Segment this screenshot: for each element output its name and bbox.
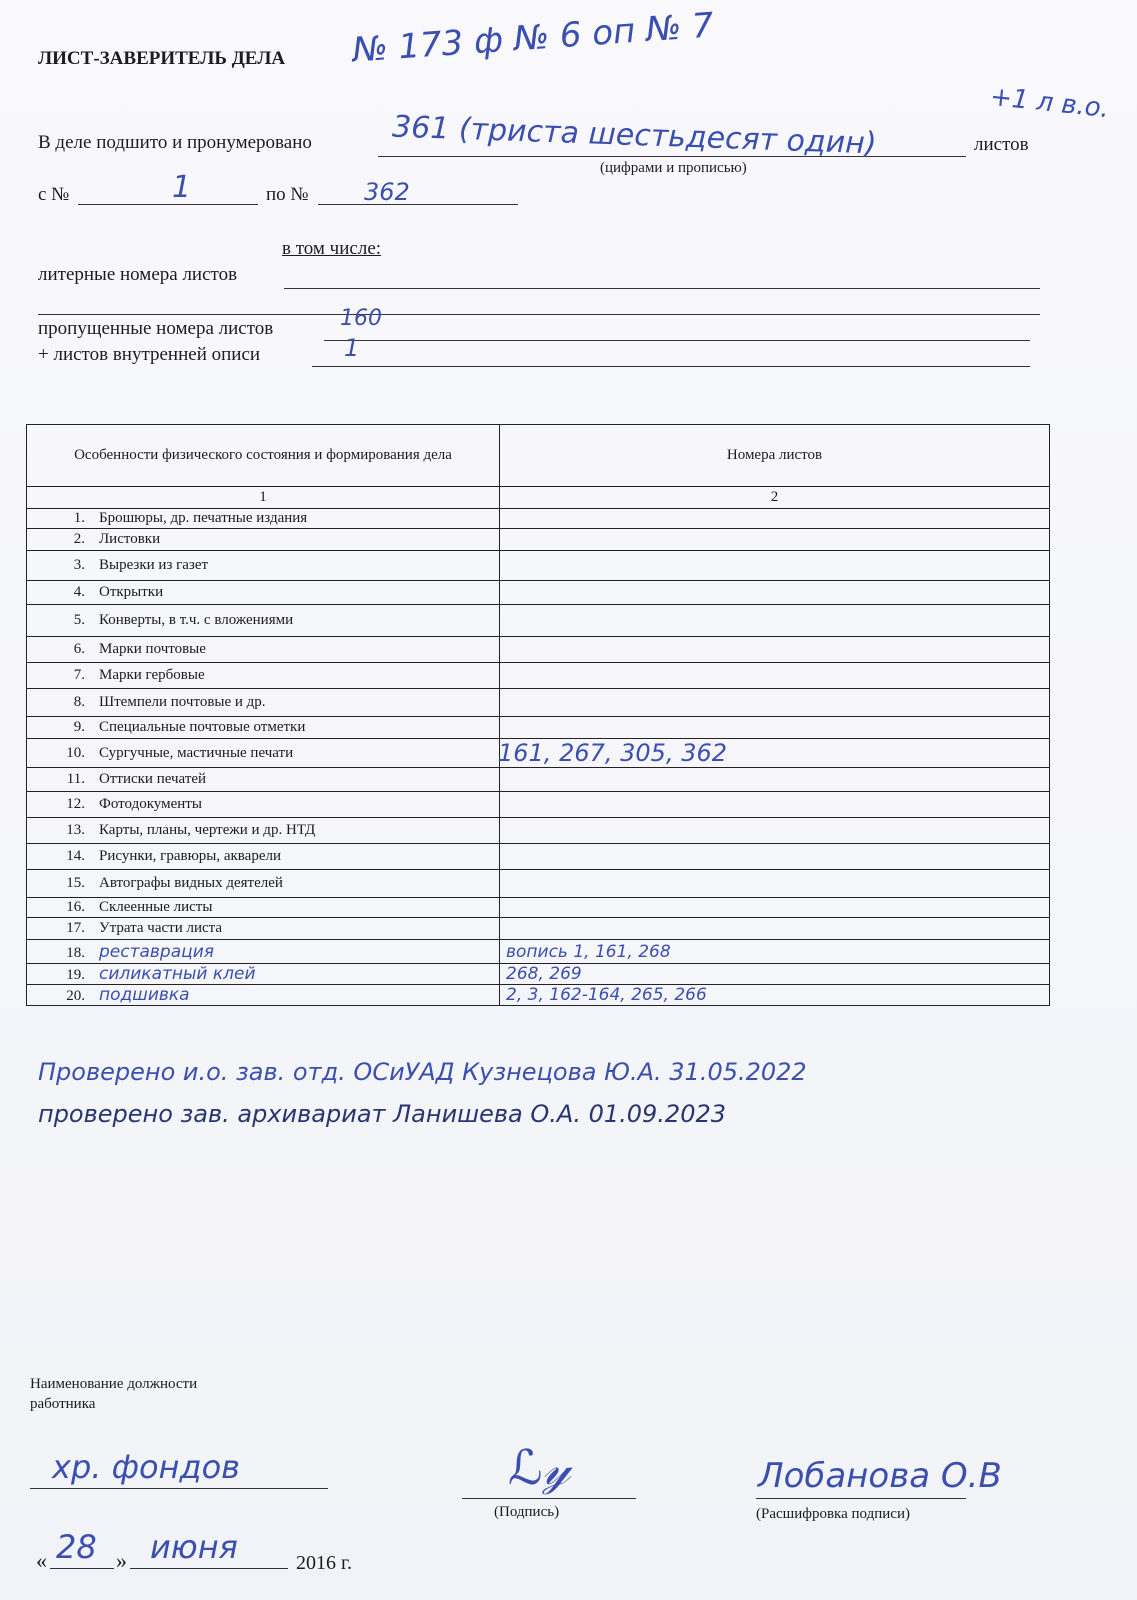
row-number: 20. [66, 988, 85, 1004]
hw-missing-numbers: 160 [340, 306, 382, 331]
row-sheet-numbers-cell [500, 509, 1050, 529]
table-colnum-row [27, 487, 1050, 509]
row-sheet-numbers-cell [500, 818, 1050, 844]
row-number: 2. [73, 531, 85, 547]
table-row [27, 637, 1050, 663]
row-feature-cell [27, 509, 500, 529]
letter-numbers-label: литерные номера листов [38, 264, 238, 285]
table-header-row [27, 425, 1050, 487]
row-number: 10. [66, 744, 85, 761]
row-label: Открытки [99, 584, 164, 600]
missing-numbers-line [324, 340, 1030, 341]
position-line [30, 1488, 328, 1489]
hw-top-right-note: +1 л в.о. [988, 81, 1111, 125]
row-feature-cell [27, 940, 500, 964]
from-line [78, 204, 258, 205]
row-label: Автографы видных деятелей [99, 875, 283, 891]
document-title: ЛИСТ-ЗАВЕРИТЕЛЬ ДЕЛА [38, 48, 286, 69]
hw-date-month: июня [150, 1528, 238, 1566]
row-feature-cell [27, 551, 500, 581]
date-year: 2016 г. [296, 1552, 352, 1574]
row-label: Оттиски печатей [99, 771, 207, 787]
row-sheet-numbers-cell [500, 940, 1050, 964]
row-sheet-numbers-cell [500, 964, 1050, 985]
row-number: 7. [73, 667, 85, 683]
letter-numbers-line [284, 288, 1040, 289]
signature-image: ℒ𝓎 [508, 1440, 571, 1496]
row-feature-cell [27, 985, 500, 1006]
row-number: 11. [66, 771, 85, 787]
row-label: Вырезки из газет [99, 557, 209, 573]
hw-sheets-count: 361 (триста шестьдесят один) [391, 109, 878, 162]
table-row [27, 717, 1050, 739]
row-feature-cell [27, 637, 500, 663]
row-sheet-numbers-cell [500, 870, 1050, 898]
hw-to-number: 362 [364, 178, 410, 206]
row-label: Конверты, в т.ч. с вложениями [99, 612, 294, 628]
col1-number: 1 [27, 487, 500, 509]
row-feature-cell [27, 739, 500, 768]
hw-check-line-1: Проверено и.о. зав. отд. ОСиУАД Кузнецова Ю.А. 31.05.2022 [38, 1058, 807, 1086]
row-label: реставрация [99, 941, 214, 962]
sheets-prefix: В деле подшито и пронумеровано [38, 132, 312, 153]
table-row [27, 663, 1050, 689]
decode-label: (Расшифровка подписи) [756, 1506, 910, 1522]
hw-check-line-2: проверено зав. архивариат Ланишева О.А. 01.09.2023 [38, 1100, 726, 1128]
row-feature-cell [27, 898, 500, 918]
date-day-line [50, 1568, 114, 1569]
row-label: Утрата части листа [99, 920, 223, 936]
row-sheet-numbers: 161, 267, 305, 362 [498, 739, 728, 767]
row-sheet-numbers: 268, 269 [506, 964, 582, 984]
hw-signer-name: Лобанова О.В [758, 1456, 1002, 1496]
row-sheet-numbers-cell [500, 768, 1050, 792]
from-label: с № [38, 184, 70, 205]
col1-header: Особенности физического состояния и формирования дела [27, 425, 500, 487]
row-feature-cell [27, 689, 500, 717]
row-number: 17. [66, 920, 85, 936]
table-row [27, 918, 1050, 940]
row-feature-cell [27, 581, 500, 605]
col2-header: Номера листов [500, 425, 1050, 487]
to-line [318, 204, 518, 205]
row-number: 12. [66, 796, 85, 812]
row-label: Марки почтовые [99, 641, 206, 657]
table-row [27, 870, 1050, 898]
row-sheet-numbers-cell [500, 605, 1050, 637]
row-label: силикатный клей [99, 964, 256, 984]
table-row [27, 818, 1050, 844]
table-row [27, 768, 1050, 792]
table-row [27, 985, 1050, 1006]
row-sheet-numbers-cell [500, 551, 1050, 581]
table-row [27, 551, 1050, 581]
row-number: 1. [73, 510, 85, 526]
row-sheet-numbers-cell [500, 792, 1050, 818]
table-row [27, 509, 1050, 529]
sheets-suffix: листов [974, 134, 1029, 155]
row-sheet-numbers-cell [500, 739, 1050, 768]
row-sheet-numbers-cell [500, 581, 1050, 605]
date-month-line [130, 1568, 288, 1569]
col2-number: 2 [500, 487, 1050, 509]
table-row [27, 689, 1050, 717]
hw-position: хр. фондов [52, 1448, 241, 1486]
row-feature-cell [27, 717, 500, 739]
row-sheet-numbers-cell [500, 844, 1050, 870]
row-label: Рисунки, гравюры, акварели [99, 848, 282, 864]
row-feature-cell [27, 870, 500, 898]
table-row [27, 844, 1050, 870]
inner-inventory-line [312, 366, 1030, 367]
table-row [27, 581, 1050, 605]
row-label: Сургучные, мастичные печати [99, 744, 294, 761]
row-number: 13. [66, 822, 85, 838]
row-number: 6. [73, 641, 85, 657]
row-sheet-numbers-cell [500, 985, 1050, 1006]
row-number: 16. [66, 899, 85, 915]
date-close-quote: » [116, 1548, 127, 1573]
sheets-hint: (цифрами и прописью) [600, 160, 747, 176]
row-label: Брошюры, др. печатные издания [99, 510, 308, 526]
row-feature-cell [27, 529, 500, 551]
row-label: Листовки [99, 531, 161, 547]
row-feature-cell [27, 918, 500, 940]
row-feature-cell [27, 605, 500, 637]
row-feature-cell [27, 768, 500, 792]
to-label: по № [266, 184, 309, 205]
row-feature-cell [27, 844, 500, 870]
sheets-count-line [378, 156, 966, 157]
table-row [27, 940, 1050, 964]
decode-line [756, 1498, 966, 1499]
row-label: Специальные почтовые отметки [99, 719, 306, 735]
row-sheet-numbers-cell [500, 529, 1050, 551]
row-number: 5. [73, 612, 85, 628]
hw-case-number: № 173 ф № 6 оп № 7 [351, 5, 715, 71]
row-label: Склеенные листы [99, 899, 213, 915]
row-feature-cell [27, 964, 500, 985]
missing-numbers-label: пропущенные номера листов [38, 318, 274, 339]
hw-from-number: 1 [172, 170, 192, 205]
table-row [27, 964, 1050, 985]
row-number: 4. [73, 584, 85, 600]
row-label: Марки гербовые [99, 667, 205, 683]
physical-state-table [26, 424, 1050, 1006]
row-feature-cell [27, 663, 500, 689]
table-row [27, 529, 1050, 551]
row-sheet-numbers-cell [500, 637, 1050, 663]
row-label: подшивка [99, 985, 190, 1005]
row-sheet-numbers-cell [500, 898, 1050, 918]
row-number: 18. [66, 944, 85, 961]
including-heading: в том числе: [282, 238, 382, 259]
position-label: Наименование должности работника [30, 1376, 198, 1412]
row-sheet-numbers: 2, 3, 162-164, 265, 266 [506, 985, 707, 1005]
table-body [27, 509, 1050, 1006]
table-row [27, 605, 1050, 637]
row-label: Карты, планы, чертежи и др. НТД [99, 822, 316, 838]
row-number: 9. [73, 719, 85, 735]
row-feature-cell [27, 792, 500, 818]
signature-label: (Подпись) [494, 1504, 560, 1520]
row-number: 15. [66, 875, 85, 891]
hw-inner-inventory: 1 [344, 334, 360, 362]
row-sheet-numbers-cell [500, 717, 1050, 739]
table-row [27, 898, 1050, 918]
date-open-quote: « [36, 1548, 47, 1573]
letter-numbers-line-2 [38, 314, 1040, 315]
row-number: 3. [73, 557, 85, 573]
row-sheet-numbers: вопись 1, 161, 268 [506, 941, 671, 962]
row-number: 14. [66, 848, 85, 864]
hw-date-day: 28 [56, 1528, 97, 1566]
row-number: 8. [73, 694, 85, 710]
signature-line [462, 1498, 636, 1499]
row-sheet-numbers-cell [500, 689, 1050, 717]
table-row [27, 739, 1050, 768]
row-label: Штемпели почтовые и др. [99, 694, 266, 710]
table-row [27, 792, 1050, 818]
row-sheet-numbers-cell [500, 918, 1050, 940]
row-label: Фотодокументы [99, 796, 202, 812]
row-feature-cell [27, 818, 500, 844]
row-number: 19. [66, 967, 85, 983]
row-sheet-numbers-cell [500, 663, 1050, 689]
inner-inventory-label: + листов внутренней описи [38, 344, 261, 365]
